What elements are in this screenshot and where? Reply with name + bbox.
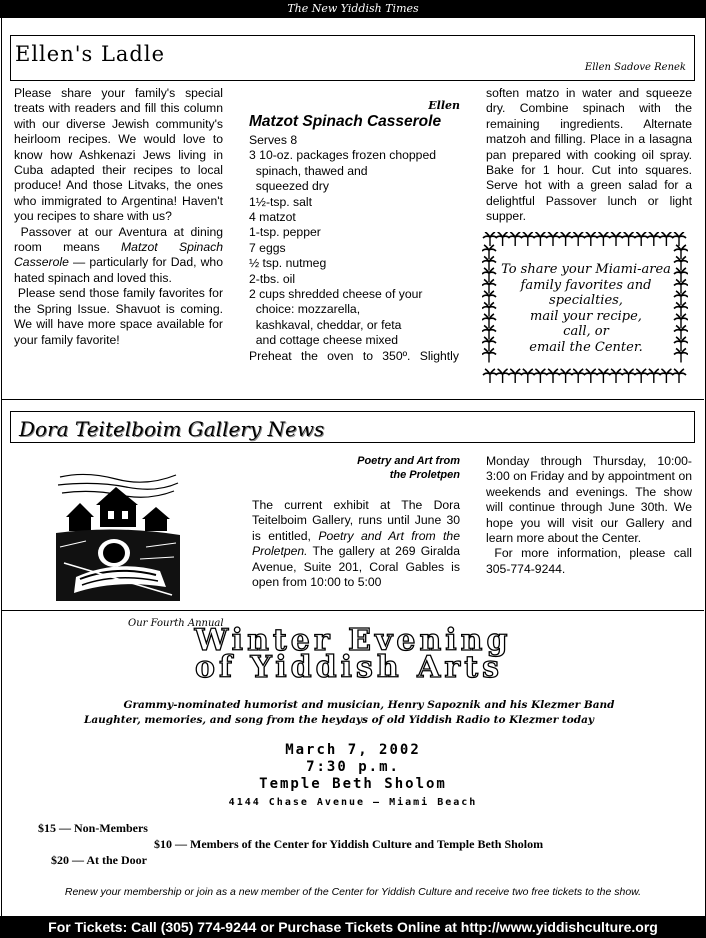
ladle-passover-paragraph: Passover at our Aventura at dining room means Matzot Spinach Casserole — particularly for Dad, who hated spinach and loved this. — [14, 224, 223, 285]
palm-tree-icon — [609, 369, 623, 383]
share-line: email the Center. — [529, 339, 643, 355]
event-tagline-2: Laughter, memories, and song from the heydays of old Yiddish Radio to Klezmer today — [83, 714, 595, 726]
palm-tree-icon — [647, 232, 661, 246]
recipe-line: 1½-tsp. salt — [249, 194, 312, 209]
ladle-title: Ellen's Ladle — [15, 42, 165, 66]
palm-tree-icon — [672, 369, 686, 383]
gallery-header-box — [10, 411, 695, 443]
recipe-line: 3 10-oz. packages frozen chopped — [249, 148, 437, 163]
palm-tree-icon — [571, 369, 585, 383]
palm-tree-icon — [634, 232, 648, 246]
share-line: mail your recipe, — [530, 308, 642, 324]
ladle-intro-column — [14, 86, 223, 348]
event-venue: Temple Beth Sholom — [259, 776, 447, 792]
palm-tree-icon — [584, 369, 598, 383]
recipe-line: Serves 8 — [249, 133, 298, 147]
recipe-title: Matzot Spinach Casserole — [249, 113, 442, 130]
share-line: family favorites and — [520, 277, 652, 293]
palm-tree-icon — [559, 232, 573, 246]
recipe-line: 1-tsp. pepper — [249, 225, 321, 240]
section-divider — [2, 610, 704, 611]
gallery-hours-text: Monday through Thursday, 10:00-3:00 on Friday and by appointment on weekends and evenings. The show will continue through June 30th. We hope you will visit our Gallery and learn more about the Center. — [486, 454, 692, 546]
ladle-author: Ellen Sadove Renek — [584, 62, 686, 73]
recipe-line: squeezed dry — [249, 179, 329, 194]
price-non-members: $15 — Non-Members — [38, 821, 148, 835]
event-time: 7:30 p.m. — [306, 759, 400, 775]
woodcut-illustration — [56, 467, 180, 601]
ladle-request-paragraph: Please send those family favorites for the Spring Issue. Shavuot is coming. We will have more space available for your family favorite! — [14, 286, 224, 347]
recipe-line: 2-tbs. oil — [249, 271, 296, 286]
palm-tree-icon — [596, 369, 610, 383]
event-title-line-1: Winter Evening — [194, 623, 512, 658]
gallery-exhibit-column — [252, 454, 460, 590]
membership-note: Renew your membership or join as a new member of the Center for Yiddish Culture and receive two free tickets to the show. — [64, 886, 642, 898]
palm-tree-icon — [584, 232, 598, 246]
palm-tree-icon — [571, 232, 585, 246]
price-at-door: $20 — At the Door — [51, 853, 147, 867]
share-line: call, or — [563, 324, 609, 339]
ladle-header-box — [10, 35, 695, 81]
palm-tree-icon — [508, 232, 522, 246]
palm-tree-icon — [546, 232, 560, 246]
recipe-column — [249, 99, 459, 364]
event-date: March 7, 2002 — [285, 742, 421, 758]
palm-tree-icon — [508, 369, 522, 383]
palm-tree-icon — [521, 232, 535, 246]
event-kicker: Our Fourth Annual — [128, 618, 224, 629]
palm-tree-icon — [609, 232, 623, 246]
share-line: To share your Miami-area — [501, 262, 671, 277]
exhibit-name-em: Poetry and Art from the Proletpen. — [252, 528, 460, 559]
recipe-signature: Ellen — [428, 99, 460, 112]
recipe-line: 4 matzot — [249, 210, 296, 225]
palm-tree-icon — [596, 232, 610, 246]
event-address: 4144 Chase Avenue — Miami Beach — [228, 797, 478, 808]
recipe-line: 7 eggs — [249, 240, 286, 255]
palm-tree-icon — [659, 232, 673, 246]
palm-tree-icon — [483, 232, 497, 246]
palm-tree-icon — [533, 369, 547, 383]
event-title-line-2: of Yiddish Arts — [195, 650, 503, 685]
share-recipe-box — [496, 262, 676, 355]
palm-tree-icon — [546, 369, 560, 383]
palm-tree-icon — [521, 369, 535, 383]
gallery-hours-column — [486, 454, 692, 577]
palm-tree-icon — [659, 369, 673, 383]
recipe-line: 2 cups shredded cheese of your — [249, 287, 423, 302]
gallery-contact-text: For more information, please call 305-774-9244. — [486, 546, 693, 576]
share-line: specialties, — [549, 293, 623, 308]
palm-tree-icon — [634, 369, 648, 383]
palm-tree-icon — [559, 369, 573, 383]
event-tagline-1: Grammy-nominated humorist and musician, Henry Sapoznik and his Klezmer Band — [123, 699, 615, 711]
gallery-exhibit-text: The current exhibit at The Dora Teitelboim Gallery, runs until June 30 is entitled, Poetry and Art from the Proletpen. The gallery at 269 Giralda Avenue, Suite 201, Coral Gables is open from 10:00 to 5:00 — [252, 498, 460, 590]
palm-tree-icon — [647, 369, 661, 383]
palm-tree-icon — [533, 232, 547, 246]
recipe-line: and cottage cheese mixed — [249, 333, 399, 348]
price-members: $10 — Members of the Center for Yiddish Culture and Temple Beth Sholom — [154, 837, 544, 851]
ticket-footer: For Tickets: Call (305) 774-9244 or Purchase Tickets Online at http://www.yiddishculture.org — [0, 916, 706, 938]
gallery-subhead: Poetry and Art from the Proletpen — [357, 455, 460, 481]
palm-tree-icon — [672, 232, 686, 246]
recipe-line: kashkaval, cheddar, or feta — [249, 317, 402, 332]
recipe-directions: soften matzo in water and squeeze dry. Combine spinach with the remaining ingredients. Alternate matzoh and filling. Place in a lasagna pan prepared with cooking oil spray. Bake for 1 hour. Cut into squares. Serve hot with a green salad for a delightful Passover lunch or light supper. — [486, 86, 692, 224]
section-divider — [2, 399, 704, 400]
recipe-preheat: Preheat the oven to 350º. Slightly — [249, 348, 459, 363]
masthead: The New Yiddish Times — [0, 0, 706, 18]
palm-tree-icon — [496, 369, 510, 383]
palm-tree-icon — [483, 369, 497, 383]
palm-tree-icon — [496, 232, 510, 246]
recipe-line: choice: mozzarella, — [249, 302, 361, 317]
recipe-line: ½ tsp. nutmeg — [249, 256, 327, 271]
recipe-name-em: Matzot Spinach Casserole — [14, 240, 223, 270]
recipe-line: spinach, thawed and — [249, 163, 368, 178]
gallery-title: Dora Teitelboim Gallery News — [19, 417, 325, 441]
recipe-ingredients — [249, 133, 459, 349]
palm-tree-icon — [622, 369, 636, 383]
palm-tree-icon — [622, 232, 636, 246]
ladle-intro-paragraph: Please share your family's special treats with readers and fill this column with our diverse Jewish community's heirloom recipes. We would love to know how Ashkenazi Jews living in Cuba adapted their recipes to local produce! And those Litvaks, the ones who immigrated to Argentina! Haven't you recipes to share with us? — [14, 86, 223, 224]
